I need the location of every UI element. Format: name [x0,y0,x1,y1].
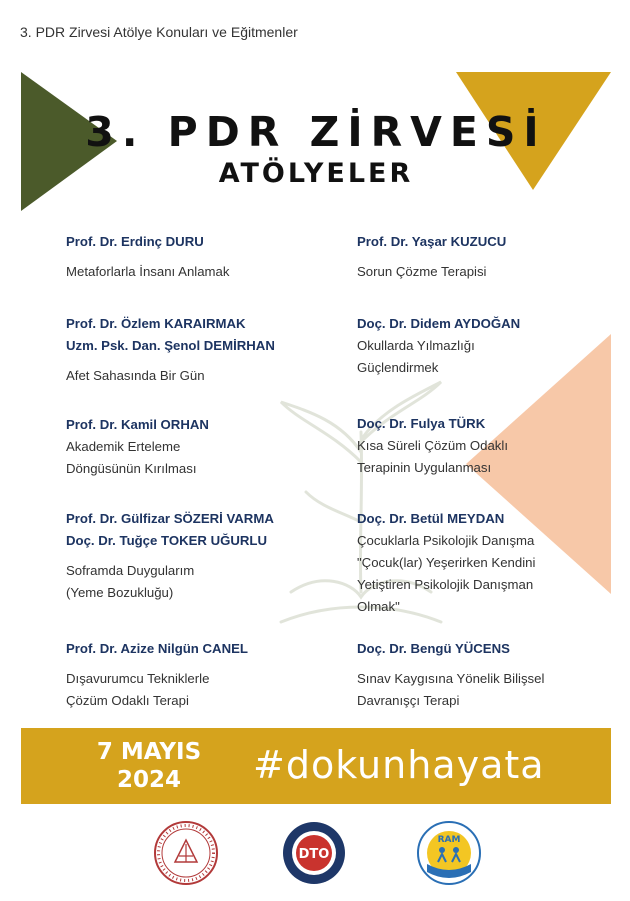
workshop-topic: Kısa Süreli Çözüm Odaklı [357,438,508,453]
workshop-3 [66,313,316,387]
event-banner [21,728,611,804]
workshop-topic: Döngüsünün Kırılması [66,461,197,476]
workshop-topic: Dışavurumcu Tekniklerle [66,671,210,686]
instructor-name: Prof. Dr. Özlem KARAIRMAK [66,316,246,331]
instructor-name: Doç. Dr. Tuğçe TOKER UĞURLU [66,533,268,548]
poster [21,72,611,832]
workshop-topic: Sorun Çözme Terapisi [357,264,487,279]
workshop-topic: Olmak" [357,599,400,614]
workshop-topic: Çözüm Odaklı Terapi [66,693,189,708]
dto-logo [281,820,347,886]
poster-subtitle: ATÖLYELER [218,158,414,189]
workshop-topic: Çocuklarla Psikolojik Danışma [357,533,535,548]
workshop-8 [357,508,607,618]
workshop-6 [357,413,607,479]
workshop-7 [66,508,316,604]
workshop-2 [357,231,607,283]
ram-logo [416,820,482,886]
instructor-name: Uzm. Psk. Dan. Şenol DEMİRHAN [66,338,275,353]
ram-logo-text: RAM [437,835,461,845]
workshop-topic: (Yeme Bozukluğu) [66,585,174,600]
workshop-topic: Soframda Duygularım [66,563,195,578]
instructor-name: Prof. Dr. Kamil ORHAN [66,417,209,432]
dto-logo-text: DTO [298,847,330,862]
workshop-topic: Davranışçı Terapi [357,693,460,708]
workshop-topic: Okullarda Yılmazlığı [357,338,475,353]
workshop-topic: Güçlendirmek [357,360,439,375]
workshop-topic: Terapinin Uygulanması [357,460,492,475]
workshop-topic: "Çocuk(lar) Yeşerirken Kendini [357,555,536,570]
event-hashtag: #dokunhayata [253,743,545,787]
workshop-topic: Yetiştiren Psikolojik Danışman [357,577,534,592]
event-date-day: 7 MAYIS [96,739,202,765]
workshop-10 [357,638,607,712]
poster-title: 3. PDR ZİRVESİ [85,108,547,156]
workshop-5 [66,414,316,480]
instructor-name: Prof. Dr. Erdinç DURU [66,234,204,249]
workshop-topic: Metaforlarla İnsanı Anlamak [66,264,230,279]
event-date-year: 2024 [116,767,181,793]
instructor-name: Doç. Dr. Betül MEYDAN [357,511,505,526]
workshop-1 [66,231,316,283]
instructor-name: Prof. Dr. Azize Nilgün CANEL [66,641,248,656]
workshop-4 [357,313,607,379]
ministry-seal-logo [153,820,219,886]
workshop-topic: Akademik Erteleme [66,439,181,454]
event-date [69,738,229,794]
workshop-topic: Sınav Kaygısına Yönelik Bilişsel [357,671,545,686]
instructor-name: Prof. Dr. Yaşar KUZUCU [357,234,507,249]
instructor-name: Doç. Dr. Bengü YÜCENS [357,641,510,656]
instructor-name: Prof. Dr. Gülfizar SÖZERİ VARMA [66,511,274,526]
instructor-name: Doç. Dr. Didem AYDOĞAN [357,316,521,331]
instructor-name: Doç. Dr. Fulya TÜRK [357,416,486,431]
workshop-9 [66,638,316,712]
workshop-topic: Afet Sahasında Bir Gün [66,368,205,383]
page-heading: 3. PDR Zirvesi Atölye Konuları ve Eğitmenler [20,24,298,40]
